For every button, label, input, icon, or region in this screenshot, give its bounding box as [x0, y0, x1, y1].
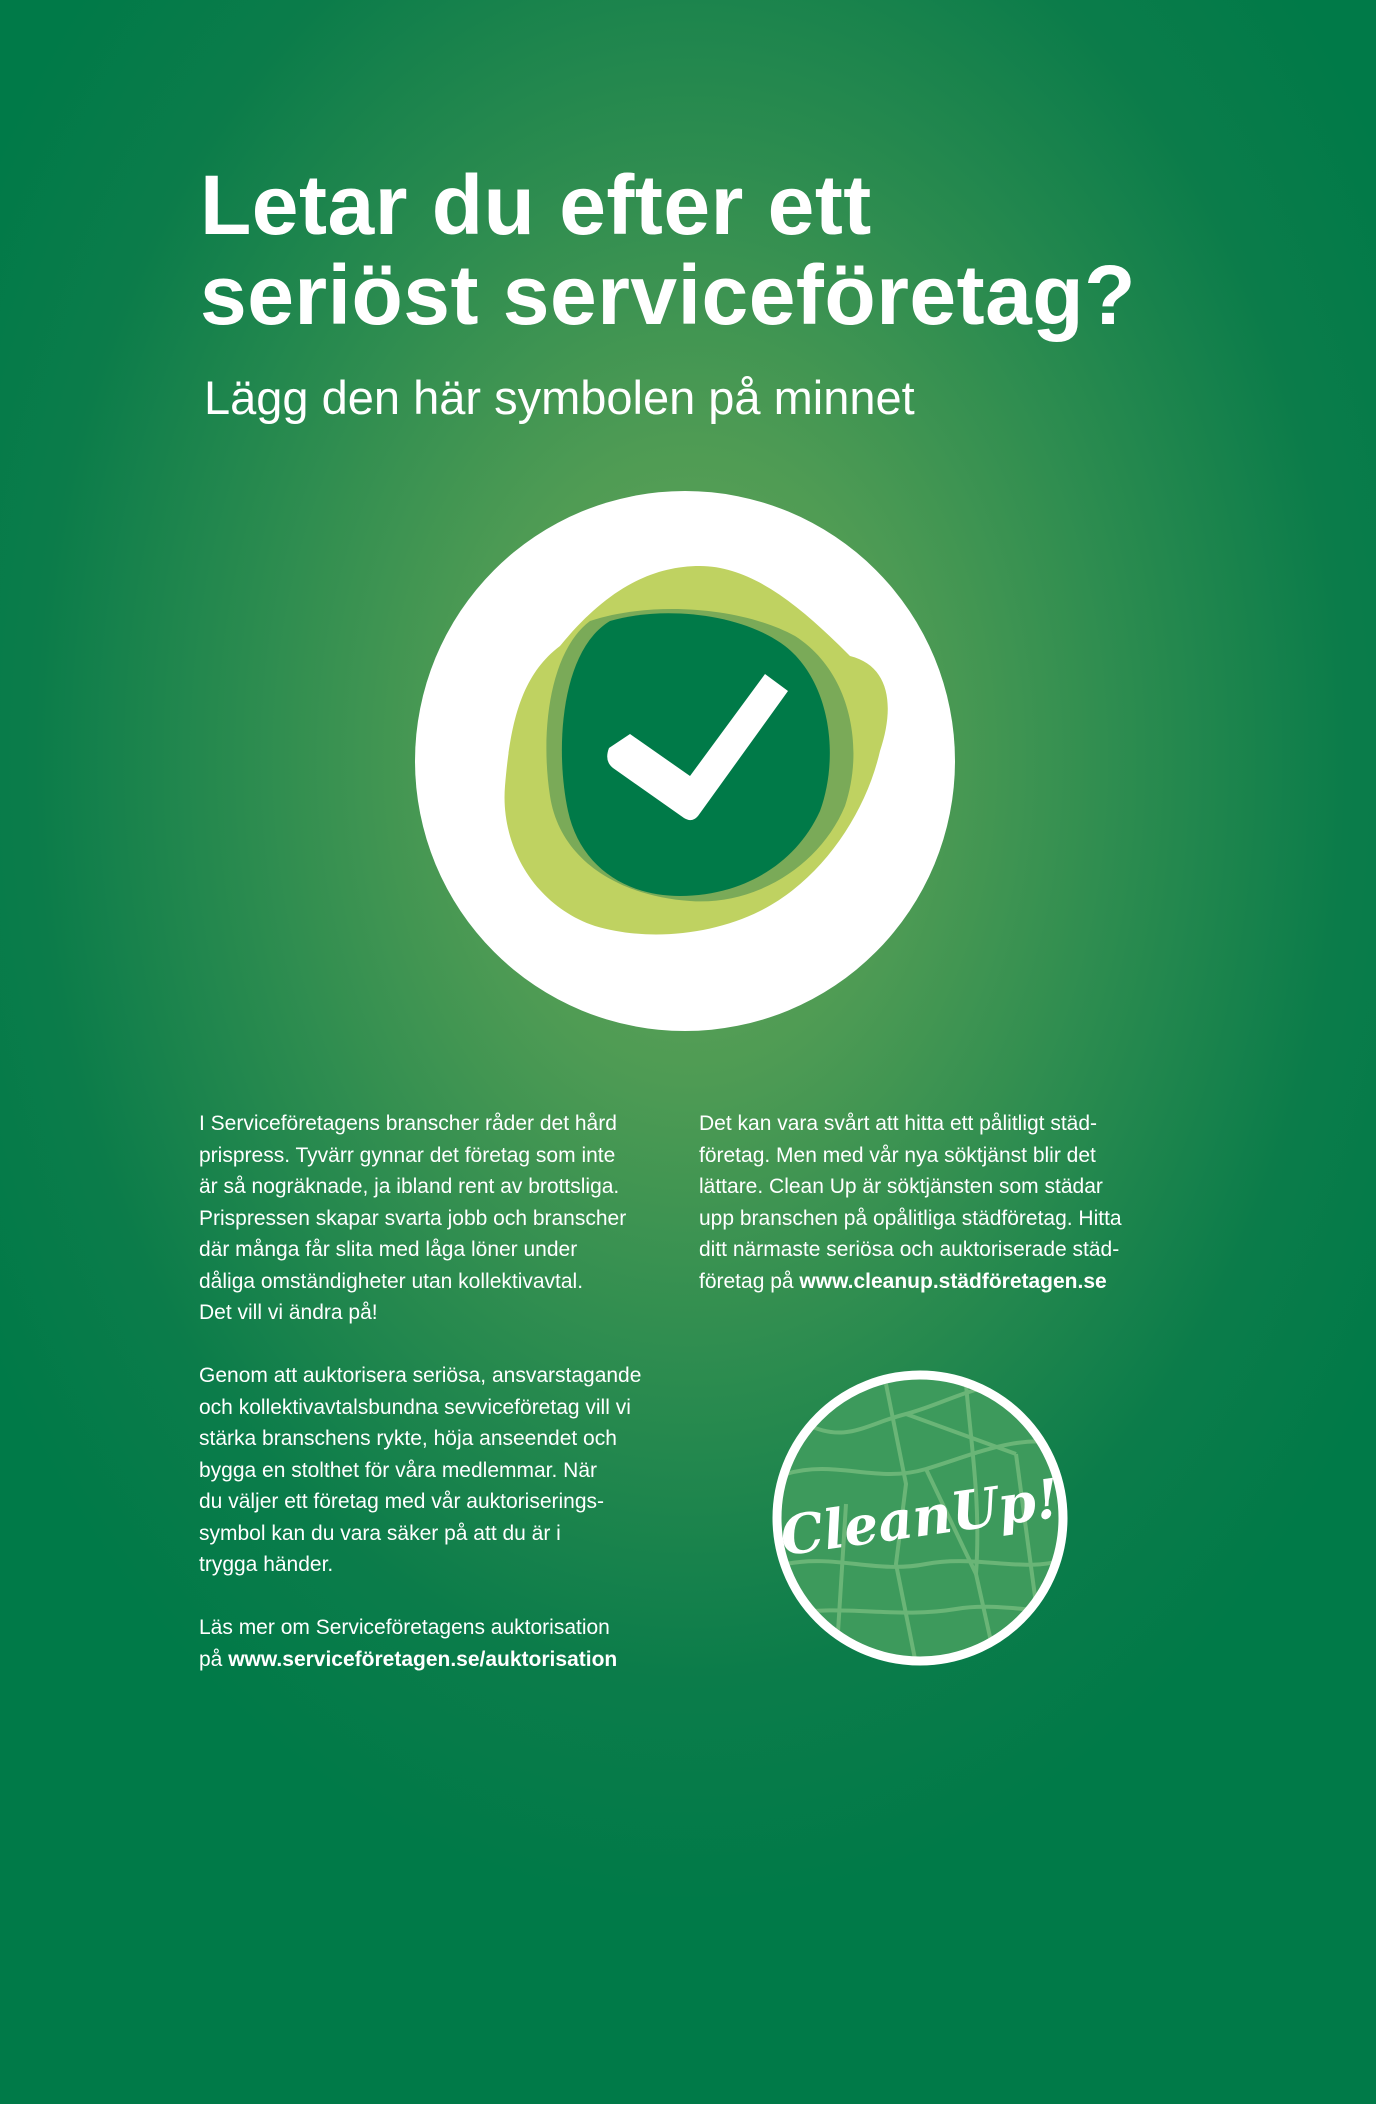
right-column: [699, 1108, 1179, 1297]
symbol-dark-shape: [562, 613, 830, 896]
left-paragraph-1: I Serviceföretagens branscher råder det hård prispress. Tyvärr gynnar det företag som inte är så nogräknade, ja ibland rent av brottsliga. Prispressen skapar svarta jobb och branscher där många får slita med låga löner under dåliga omständigheter utan kollektivavtal. Det vill vi ändra på!: [199, 1112, 627, 1324]
left-paragraph-3: [199, 1612, 669, 1675]
headline-line-1: Letar du efter ett: [200, 158, 872, 252]
authorisation-symbol: [410, 486, 960, 1036]
headline-line-2: seriöst serviceföretag?: [200, 248, 1136, 342]
cleanup-logo: [766, 1364, 1074, 1672]
subheadline: Lägg den här symbolen på minnet: [204, 371, 915, 424]
cleanup-link[interactable]: www.cleanup.städföretagen.se: [799, 1269, 1107, 1293]
left-column: [199, 1108, 669, 1675]
right-paragraph-text: Det kan vara svårt att hitta ett pålitligt städ- företag. Men med vår nya söktjänst blir det lättare. Clean Up är söktjänsten som städar upp branschen på opålitliga städföretag. Hitta ditt närmaste seriösa och auktoriserade städ- företag på: [699, 1112, 1122, 1293]
cleanup-logo-text: CleanUp!: [776, 1465, 1064, 1569]
read-more-text: Läs mer om Serviceföretagens auktorisation på: [199, 1616, 610, 1671]
authorisation-link[interactable]: www.serviceföretagen.se/auktorisation: [228, 1647, 618, 1671]
page-edge: [1376, 0, 1380, 2104]
left-paragraph-2: Genom att auktorisera seriösa, ansvarstagande och kollektivavtalsbundna sevviceföretag vill vi stärka branschens rykte, höja anseendet och bygga en stolthet för våra medlemmar. När du väljer ett företag med vår auktoriserings- symbol kan du vara säker på att du är i trygga händer.: [199, 1364, 642, 1576]
headline: [200, 160, 1320, 340]
right-paragraph: [699, 1108, 1179, 1297]
